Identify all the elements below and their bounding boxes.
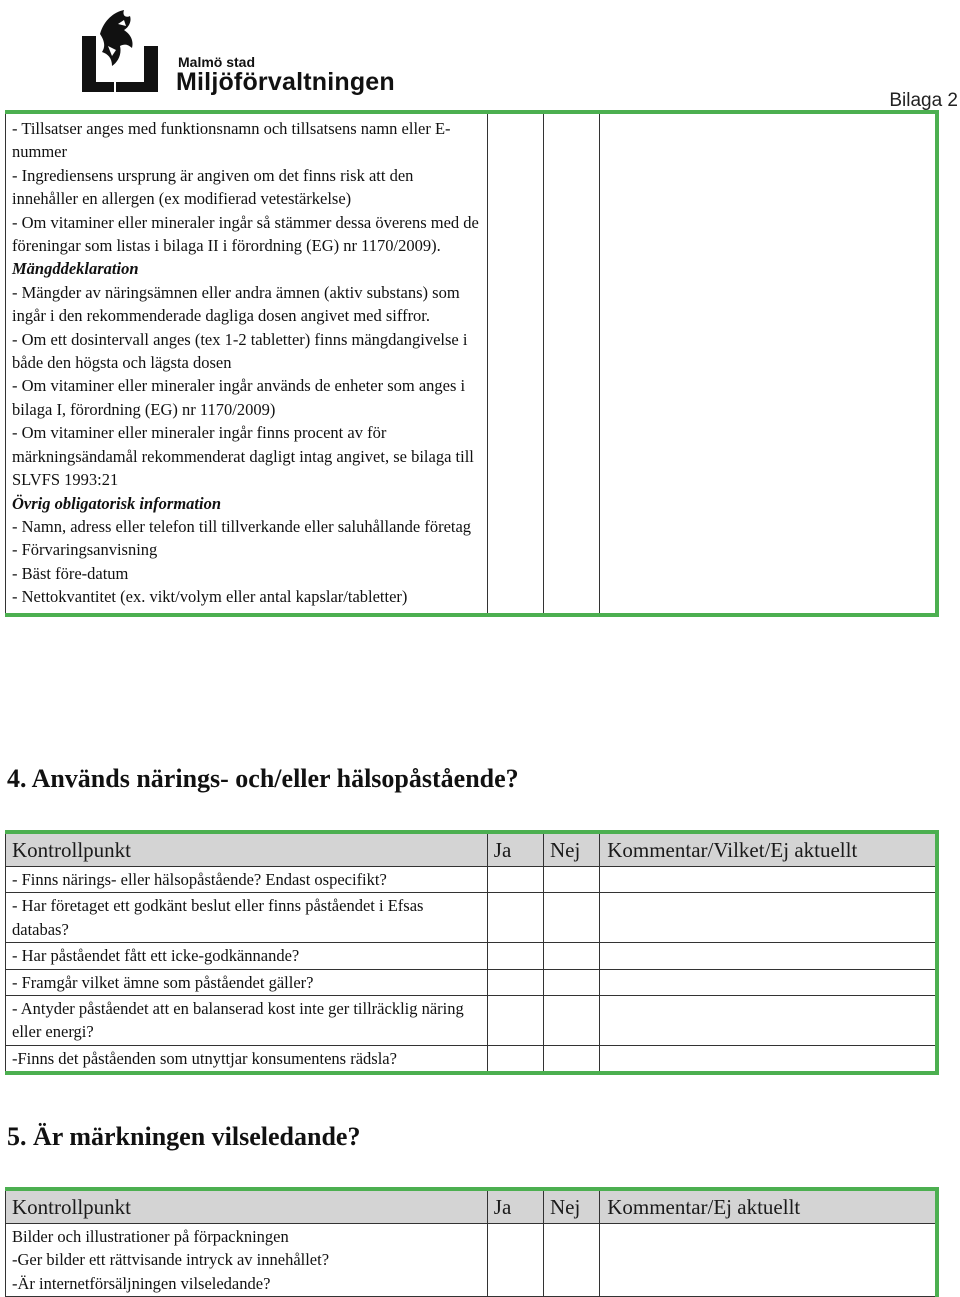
list-item: - Nettokvantitet (ex. vikt/volym eller antal kapslar/tabletter) <box>12 587 408 607</box>
check-cell: - Antyder påståendet att en balanserad kost inte ger tillräcklig näring eller energi? <box>6 996 488 1046</box>
checklist-table-continued <box>5 110 939 617</box>
org-name: Miljöförvaltningen <box>176 68 395 96</box>
check-cell: -Finns det påståenden som utnyttjar konsumentens rädsla? <box>6 1045 488 1073</box>
subheading: Mängddeklaration <box>12 259 139 279</box>
ja-cell[interactable] <box>487 943 543 969</box>
ja-cell[interactable] <box>487 867 543 893</box>
nej-cell[interactable] <box>544 1045 600 1073</box>
header-row <box>6 1189 938 1224</box>
check-cell: - Finns närings- eller hälsopåstående? Endast ospecifikt? <box>6 867 488 893</box>
comment-cell[interactable] <box>600 893 937 943</box>
comment-cell[interactable] <box>600 1224 937 1297</box>
comment-cell[interactable] <box>600 969 937 995</box>
header-comment: Kommentar/Vilket/Ej aktuellt <box>600 832 937 867</box>
comment-cell[interactable] <box>600 996 937 1046</box>
list-item: - Tillsatser anges med funktionsnamn och tillsatsens namn eller E-nummer <box>12 119 451 162</box>
check-cell: - Framgår vilket ämne som påståendet gäller? <box>6 969 488 995</box>
list-item: - Ingrediensens ursprung är angiven om det finns risk att den innehåller en allergen (ex modifierad vetestärkelse) <box>12 165 414 209</box>
comment-cell[interactable] <box>600 1045 937 1073</box>
ja-cell[interactable] <box>487 112 543 615</box>
table-row <box>6 893 938 943</box>
list-item: - Namn, adress eller telefon till tillverkande eller saluhållande företag <box>12 516 472 536</box>
city-logo <box>78 6 395 98</box>
check-cell <box>6 112 488 615</box>
header-kontrollpunkt: Kontrollpunkt <box>6 1189 488 1224</box>
list-item: - Om ett dosintervall anges (tex 1-2 tabletter) finns mängdangivelse i både den högsta och lägsta dosen <box>12 329 468 373</box>
header-nej: Nej <box>544 832 600 867</box>
section-5-title: 5. Är märkningen vilseledande? <box>7 1122 361 1151</box>
table-row <box>6 1045 938 1073</box>
header-ja: Ja <box>487 1189 543 1224</box>
ja-cell[interactable] <box>487 1224 543 1297</box>
comment-cell[interactable] <box>600 112 937 615</box>
table-row <box>6 867 938 893</box>
table-row <box>6 969 938 995</box>
check-cell <box>6 1224 488 1297</box>
comment-cell[interactable] <box>600 867 937 893</box>
table-row <box>6 943 938 969</box>
coat-of-arms-icon <box>78 6 162 94</box>
list-item: - Om vitaminer eller mineraler ingår så stämmer dessa överens med de föreningar som listas i bilaga II i förordning (EG) nr 1170/2009). <box>12 212 479 256</box>
table-row <box>6 996 938 1046</box>
list-item: - Om vitaminer eller mineraler ingår används de enheter som anges i bilaga I, förordning (EG) nr 1170/2009) <box>12 376 466 419</box>
table-row <box>6 1224 938 1297</box>
header-kontrollpunkt: Kontrollpunkt <box>6 832 488 867</box>
list-item: - Mängder av näringsämnen eller andra ämnen (aktiv substans) som ingår i den rekommenderade dagliga dosen angivet med siffror. <box>12 282 460 326</box>
org-line: Malmö stad <box>178 54 256 70</box>
list-item: - Bäst före-datum <box>12 563 129 583</box>
nej-cell[interactable] <box>544 996 600 1046</box>
check-cell: - Har påståendet fått ett icke-godkännande? <box>6 943 488 969</box>
ja-cell[interactable] <box>487 1045 543 1073</box>
section-4-title: 4. Används närings- och/eller hälsopåstående? <box>7 764 519 793</box>
table-row <box>6 112 938 615</box>
subheading: Övrig obligatorisk information <box>12 493 222 513</box>
check-cell: - Har företaget ett godkänt beslut eller finns påståendet i Efsas databas? <box>6 893 488 943</box>
nej-cell[interactable] <box>544 867 600 893</box>
appendix-label: Bilaga 2 <box>889 90 958 111</box>
nej-cell[interactable] <box>544 893 600 943</box>
section-5-table <box>5 1187 939 1297</box>
header-comment: Kommentar/Ej aktuellt <box>600 1189 937 1224</box>
ja-cell[interactable] <box>487 969 543 995</box>
list-item: - Om vitaminer eller mineraler ingår finns procent av för märkningsändamål rekommenderat dagligt intag angivet, se bilaga till SLVFS 1993:21 <box>12 423 474 490</box>
nej-cell[interactable] <box>544 969 600 995</box>
list-item: -Är internetförsäljningen vilseledande? <box>12 1273 271 1293</box>
header-row <box>6 832 938 867</box>
nej-cell[interactable] <box>544 112 600 615</box>
nej-cell[interactable] <box>544 1224 600 1297</box>
ja-cell[interactable] <box>487 893 543 943</box>
nej-cell[interactable] <box>544 943 600 969</box>
list-item: Bilder och illustrationer på förpackningen <box>12 1227 289 1246</box>
list-item: -Ger bilder ett rättvisande intryck av innehållet? <box>12 1250 330 1270</box>
header-nej: Nej <box>544 1189 600 1224</box>
ja-cell[interactable] <box>487 996 543 1046</box>
list-item: - Förvaringsanvisning <box>12 540 158 560</box>
section-4-table <box>5 830 939 1075</box>
header-ja: Ja <box>487 832 543 867</box>
comment-cell[interactable] <box>600 943 937 969</box>
